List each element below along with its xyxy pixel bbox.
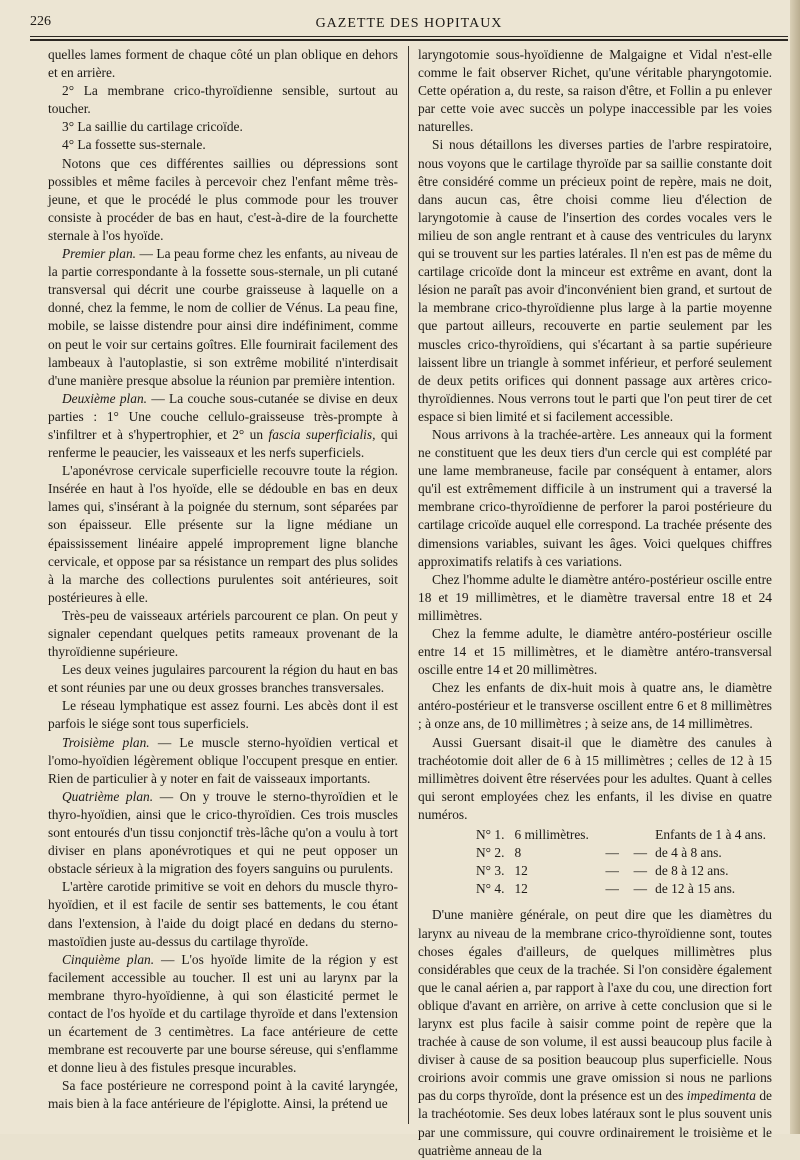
paragraph (48, 788, 398, 878)
canula-size: 12 (514, 881, 528, 897)
age-range: de 8 à 12 ans. (655, 863, 729, 879)
header-rule-thick (30, 39, 788, 41)
page-header (30, 10, 788, 36)
page-edge (790, 0, 800, 1134)
canula-size: 12 (514, 863, 528, 879)
canula-size-table (476, 826, 772, 898)
section-lead: Deuxième plan. (62, 390, 148, 406)
paragraph: L'artère carotide primitive se voit en dehors du muscle thyro-hyoïdien, et il est facile de sentir ses battements, le cou étant dans l'extension, à l'aide du doigt placé en dedans du sterno-mastoïdien juste au-dessus du cartilage thyroïde. (48, 879, 398, 949)
paragraph (48, 951, 398, 1078)
paragraph: Aussi Guersant disait-il que le diamètre des canules à trachéotomie doit aller de 6 à 15 millimètres ; celles de 12 à 15 millimètres doivent être réservées pour les adultes. Quant à celles qui seront employées chez les enfants, il les divise en quatre numéros. (418, 734, 772, 822)
header-rule (30, 36, 788, 37)
paragraph: Chez la femme adulte, le diamètre antéro-postérieur oscille entre 14 et 15 millimètres, et le diamètre antéro-transversal oscille entre 14 et 20 millimètres. (418, 626, 772, 678)
paragraph (48, 390, 398, 462)
ditto-mark: — (633, 863, 647, 879)
ditto-mark: — (633, 881, 647, 897)
paragraph (48, 734, 398, 788)
paragraph-text: — La couche sous-cutanée se divise en deux parties : 1° Une couche cellulo-graisseuse très-prompte à s'infiltrer et à s'hypertrophier, et 2° un (48, 390, 398, 442)
canula-number: N° 2. (476, 845, 505, 861)
paragraph: Chez les enfants de dix-huit mois à quatre ans, le diamètre antéro-postérieur et le transverse oscillent entre 6 et 8 millimètres ; à onze ans, de 10 millimètres ; à seize ans, de 14 millimètres. (418, 680, 772, 732)
paragraph: 3° La saillie du cartilage cricoïde. (62, 119, 243, 135)
paragraph: quelles lames forment de chaque côté un plan oblique en dehors et en arrière. (48, 47, 398, 81)
paragraph-text: D'une manière générale, on peut dire que les diamètres du larynx au niveau de la membrane crico-thyroïdienne sont, toutes choses égales d'ailleurs, de quelques millimètres plus considérables que ceux de la trachée. Si l'on considère également que le canal aérien a, par rapport à l'axe du cou, une direction fort oblique d'avant en arrière, on arrive à cette conclusion que si le larynx est plus facile à saisir comme point de repère que la trachée à cause de son volume, il est aussi beaucoup plus facile à diviser à cause de sa position beaucoup plus superficielle. Nous croirions avoir commis une grave omission si nous ne parlions pas du corps thyroïde, dont la présence est un des (418, 907, 772, 1104)
paragraph-text: — On y trouve le sterno-thyroïdien et le thyro-hyoïdien, ainsi que le crico-thyroïdien. Ces trois muscles sont entourés d'un tissu conjonctif très-lâche qu'on a voulu à tort diviser en plans aponévrotiques et qui ne peut opposer un obstacle sérieux à la migration des foyers sanguins ou purulents. (48, 788, 398, 877)
column-divider (408, 46, 409, 1124)
paragraph: Le réseau lymphatique est assez fourni. Les abcès dont il est parfois le siége sont tous superficiels. (48, 698, 398, 732)
table-row (476, 880, 772, 898)
table-row (476, 862, 772, 880)
right-column-text-top (418, 46, 772, 824)
section-lead: Cinquième plan. (62, 951, 155, 967)
ditto-mark: — (633, 845, 647, 861)
paragraph: Chez l'homme adulte le diamètre antéro-postérieur oscille entre 18 et 19 millimètres, et le diamètre traversal entre 18 et 24 millimètres. (418, 571, 772, 623)
paragraph-text: — La peau forme chez les enfants, au niveau de la partie correspondante à la fossette sous-sternale, un pli cutané transversal qui décrit une courbe graisseuse à laquelle on a donné, chez la femme, le nom de collier de Vénus. La peau fine, mobile, se laisse distendre pour ainsi dire indéfiniment, comme on peut le voir sur certains goîtres. Elle fournirait facilement des lambeaux à l'autoplastie, si son extrême mobilité n'interdisait d'une manière presque absolue la réunion par première intention. (48, 246, 398, 388)
italic-term: impedimenta (686, 1088, 756, 1104)
paragraph: 2° La membrane crico-thyroïdienne sensible, surtout au toucher. (48, 83, 398, 117)
section-lead: Troisième plan. (62, 734, 150, 750)
paragraph: L'aponévrose cervicale superficielle recouvre toute la région. Insérée en haut à l'os hyoïde, elle se dédouble en bas en deux lames qui, s'insérant à la poignée du sternum, sont séparées par son épaisseur. Elle présente sur la ligne médiane un épaississement linéaire appelé improprement ligne blanche cervicale, et oppose par sa résistance un rempart des plus solides à la marche des collections purulentes soit antérieures, soit postérieures à elle. (48, 463, 398, 605)
paragraph (48, 245, 398, 390)
table-row (476, 844, 772, 862)
canula-number: N° 4. (476, 881, 505, 897)
ditto-mark: — (605, 881, 619, 897)
left-column (48, 46, 398, 1128)
age-range: de 4 à 8 ans. (655, 845, 722, 861)
table-row (476, 826, 772, 844)
canula-size: 6 millimètres. (514, 827, 589, 843)
canula-number: N° 3. (476, 863, 505, 879)
paragraph: laryngotomie sous-hyoïdienne de Malgaigne et Vidal n'est-elle comme le fait observer Richet, qu'une véritable pharyngotomie. Cette opération a, du reste, sa raison d'être, et Follin a pu enlever par cette voie avec succès un polype inaccessible par les voies naturelles. (418, 47, 772, 135)
section-lead: Quatrième plan. (62, 788, 154, 804)
right-column-text-bottom (418, 906, 772, 1159)
age-range: de 12 à 15 ans. (655, 881, 736, 897)
paragraph-text: de la trachéotomie. Ses deux lobes latéraux sont le plus souvent unis par une commissure, qui couvre ordinairement le troisième et le quatrième anneau de la (418, 1088, 772, 1158)
paragraph (418, 906, 772, 1159)
canula-size: 8 (514, 845, 522, 861)
page-number: 226 (30, 14, 51, 29)
paragraph: Sa face postérieure ne correspond point à la cavité laryngée, mais bien à la face antérieure de l'épiglotte. Ainsi, la prétend ue (48, 1078, 398, 1112)
paragraph: Les deux veines jugulaires parcourent la région du haut en bas et sont réunies par une ou deux grosses branches transversales. (48, 662, 398, 696)
age-range: Enfants de 1 à 4 ans. (655, 827, 766, 843)
paragraph-text: — L'os hyoïde limite de la région y est facilement accessible au toucher. Il est uni au larynx par la membrane thyro-hyoïdienne, à qui son élasticité permet le contact de l'os hyoïde et du cartilage thyroïde et dans l'extension un écartement de 3 centimètres. La face antérieure de cette membrane est recouverte par une bourse séreuse, qui s'enflamme et donne lieu à des fistules presque incurables. (48, 951, 398, 1076)
paragraph: Très-peu de vaisseaux artériels parcourent ce plan. On peut y signaler cependant quelques petits rameaux provenant de la thyroïdienne supérieure. (48, 607, 398, 660)
paragraph: 4° La fossette sus-sternale. (62, 137, 206, 153)
paragraph: Si nous détaillons les diverses parties de l'arbre respiratoire, nous voyons que le cartilage thyroïde par sa saillie constante doit être considéré comme un précieux point de repère, mais ne doit, dans aucun cas, être choisi comme lieu d'élection de laryngotomie à cause de l'insertion des cordes vocales vers le milieu de son angle rentrant et à cause des ventricules du larynx qui se trouvent sur les parties latérales. Il n'en est pas de même du cartilage cricoïde dont la minceur est extrême en avant, dont la lésion ne paraît pas avoir d'inconvénient bien grand, et surtout de la membrane crico-thyroïdienne plus large à la partie moyenne que partout ailleurs, recouverte en partie seulement par les muscles crico-thyroïdiens, qui s'écartant à sa partie supérieure laissent libre un triangle à sommet inférieur, et perforé seulement de deux petits orifices qui donnent passage aux artères crico-thyroïdiennes. Nous verrons tout le parti que l'on peut tirer de cet espace si bien limité et si facilement accessible. (418, 137, 772, 424)
ditto-mark: — (605, 845, 619, 861)
paragraph: Nous arrivons à la trachée-artère. Les anneaux qui la forment ne constituent que les deux tiers d'un cercle qui est complété par une lame membraneuse, facile par conséquent à entamer, alors qu'il est extrêmement difficile à un instrument qui a traversé la membrane crico-thyroïdienne de perforer la paroi postérieure du cartilage cricoïde auquel elle correspond. La trachée présente des dimensions variables, suivant les âges. Voici quelques chiffres approximatifs relatifs à ces variations. (418, 426, 772, 569)
section-lead: Premier plan. (62, 246, 137, 262)
paragraph: Notons que ces différentes saillies ou dépressions sont possibles et même faciles à percevoir chez l'enfant même très-jeune, et que le procédé le plus commode pour les trouver consiste à procéder de bas en haut, c'est-à-dire de la fourchette sternale à l'os hyoïde. (48, 155, 398, 243)
canula-number: N° 1. (476, 827, 505, 843)
right-column (418, 46, 772, 1158)
ditto-mark: — (605, 863, 619, 879)
italic-term: fascia superficialis, (268, 426, 376, 442)
ditto-mark (599, 826, 632, 844)
paragraph-text: — Le muscle sterno-hyoïdien vertical et l'omo-hyoïdien légèrement oblique l'occupent presque en entier. Rien de particulier à y noter en fait de vaisseaux importants. (48, 734, 398, 786)
paragraph-text: qui renferme le peaucier, les vaisseaux et les nerfs superficiels. (48, 426, 399, 461)
running-title: GAZETTE DES HOPITAUX (315, 16, 503, 31)
ditto-mark (631, 826, 655, 844)
